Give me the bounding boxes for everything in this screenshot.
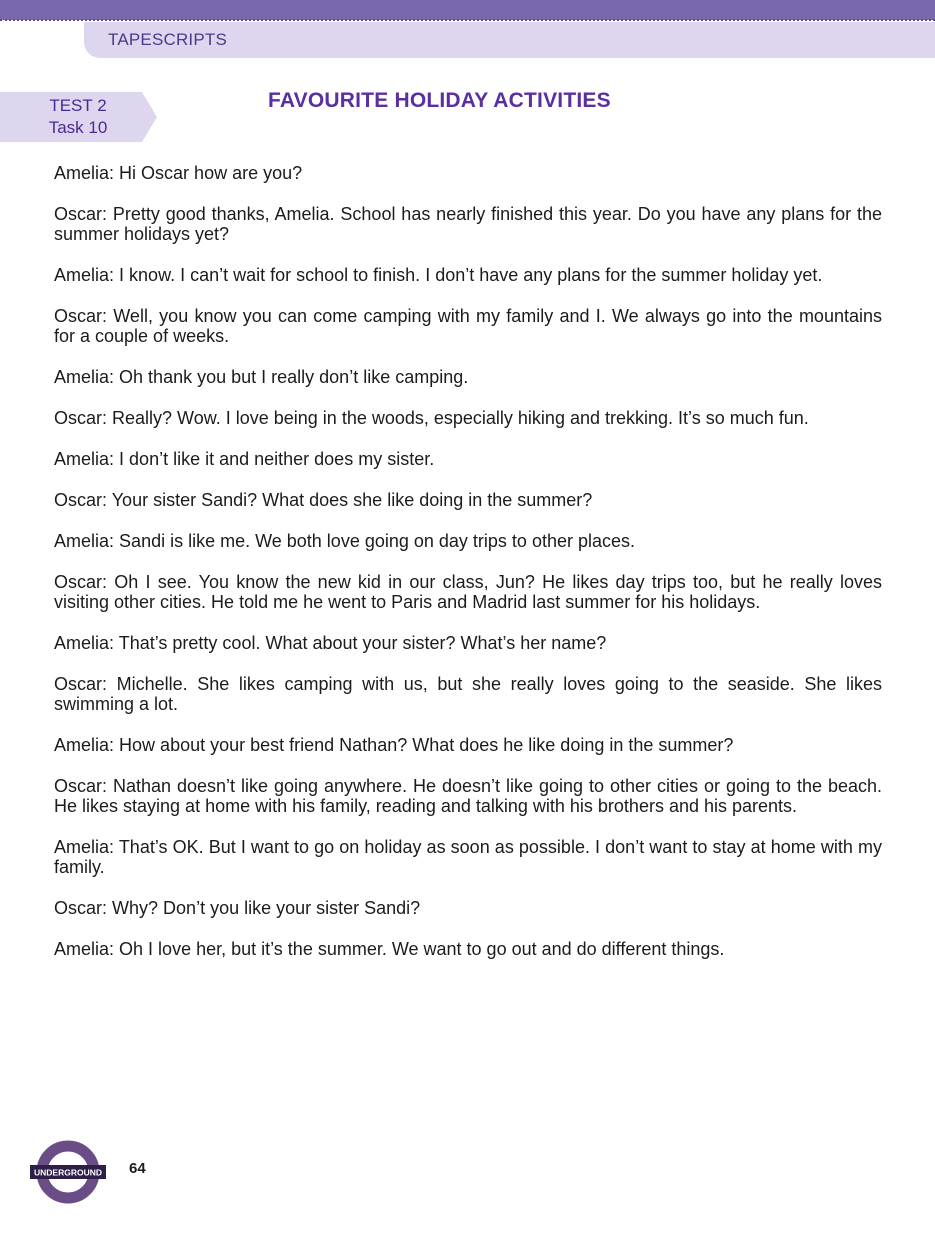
line-text: Oh thank you but I really don’t like camping.: [119, 367, 469, 387]
speaker-name: Amelia :: [54, 735, 119, 755]
line-text: How about your best friend Nathan? What does he like doing in the summer?: [119, 735, 734, 755]
underground-logo: [30, 1140, 106, 1204]
speaker-name: Amelia :: [54, 449, 119, 469]
transcript-line: [54, 449, 882, 469]
transcript-line: [54, 776, 882, 816]
section-label: TAPESCRIPTS: [108, 30, 228, 49]
line-text: Hi Oscar how are you?: [119, 163, 303, 183]
speaker-name: Oscar :: [54, 776, 113, 796]
speaker-name: Oscar :: [54, 204, 113, 224]
transcript-line: [54, 408, 882, 428]
speaker-name: Oscar :: [54, 572, 114, 592]
transcript-line: [54, 163, 882, 183]
test-number: TEST 2: [49, 96, 107, 115]
transcript-line: [54, 490, 882, 510]
line-text: I don’t like it and neither does my sister.: [119, 449, 435, 469]
speaker-name: Amelia :: [54, 367, 119, 387]
page-title: FAVOURITE HOLIDAY ACTIVITIES: [268, 89, 611, 112]
speaker-name: Amelia :: [54, 633, 119, 653]
line-text: Sandi is like me. We both love going on day trips to other places.: [119, 531, 635, 551]
transcript-line: [54, 367, 882, 387]
speaker-name: Amelia :: [54, 265, 119, 285]
line-text: Oh I see. You know the new kid in our class, Jun? He likes day trips too, but he really loves visiting other cities. He told me he went to Paris and Madrid last summer for his holidays.: [54, 572, 882, 612]
line-text: That’s OK. But I want to go on holiday as soon as possible. I don’t want to stay at home with my family.: [54, 837, 882, 877]
speaker-name: Oscar :: [54, 898, 112, 918]
transcript-line: [54, 898, 882, 918]
transcript-line: [54, 204, 882, 244]
speaker-name: Amelia :: [54, 531, 119, 551]
top-banner-bar: [0, 0, 935, 20]
line-text: That’s pretty cool. What about your sister? What’s her name?: [118, 633, 607, 653]
line-text: Pretty good thanks, Amelia. School has nearly finished this year. Do you have any plans for the summer holidays yet?: [54, 204, 882, 244]
top-dotted-border: [0, 19, 935, 21]
transcript-line: [54, 572, 882, 612]
transcript-line: [54, 265, 882, 285]
speaker-name: Oscar :: [54, 674, 117, 694]
page-number: 64: [129, 1160, 146, 1177]
line-text: Well, you know you can come camping with my family and I. We always go into the mountains for a couple of weeks.: [54, 306, 882, 346]
transcript-line: [54, 306, 882, 346]
transcript-line: [54, 633, 882, 653]
speaker-name: Amelia :: [54, 837, 119, 857]
task-number: Task 10: [48, 118, 108, 137]
transcript-line: [54, 939, 882, 959]
transcript-line: [54, 837, 882, 877]
transcript: [54, 163, 882, 980]
transcript-line: [54, 674, 882, 714]
line-text: Oh I love her, but it’s the summer. We want to go out and do different things.: [119, 939, 725, 959]
speaker-name: Oscar :: [54, 408, 112, 428]
line-text: Really? Wow. I love being in the woods, especially hiking and trekking. It’s so much fun.: [112, 408, 809, 428]
logo-text: UNDERGROUND: [34, 1167, 102, 1178]
line-text: Nathan doesn’t like going anywhere. He doesn’t like going to other cities or going to the beach. He likes staying at home with his family, reading and talking with his brothers and his parents.: [54, 776, 882, 816]
transcript-line: [54, 735, 882, 755]
speaker-name: Oscar :: [54, 306, 113, 326]
speaker-name: Amelia :: [54, 163, 119, 183]
line-text: Michelle. She likes camping with us, but she really loves going to the seaside. She likes swimming a lot.: [54, 674, 882, 714]
test-tab: [0, 92, 158, 142]
speaker-name: Oscar :: [54, 490, 112, 510]
line-text: I know. I can’t wait for school to finish. I don’t have any plans for the summer holiday yet.: [119, 265, 823, 285]
speaker-name: Amelia :: [54, 939, 119, 959]
transcript-line: [54, 531, 882, 551]
line-text: Your sister Sandi? What does she like doing in the summer?: [111, 490, 593, 510]
test-tab-label: [0, 95, 156, 139]
line-text: Why? Don’t you like your sister Sandi?: [112, 898, 421, 918]
